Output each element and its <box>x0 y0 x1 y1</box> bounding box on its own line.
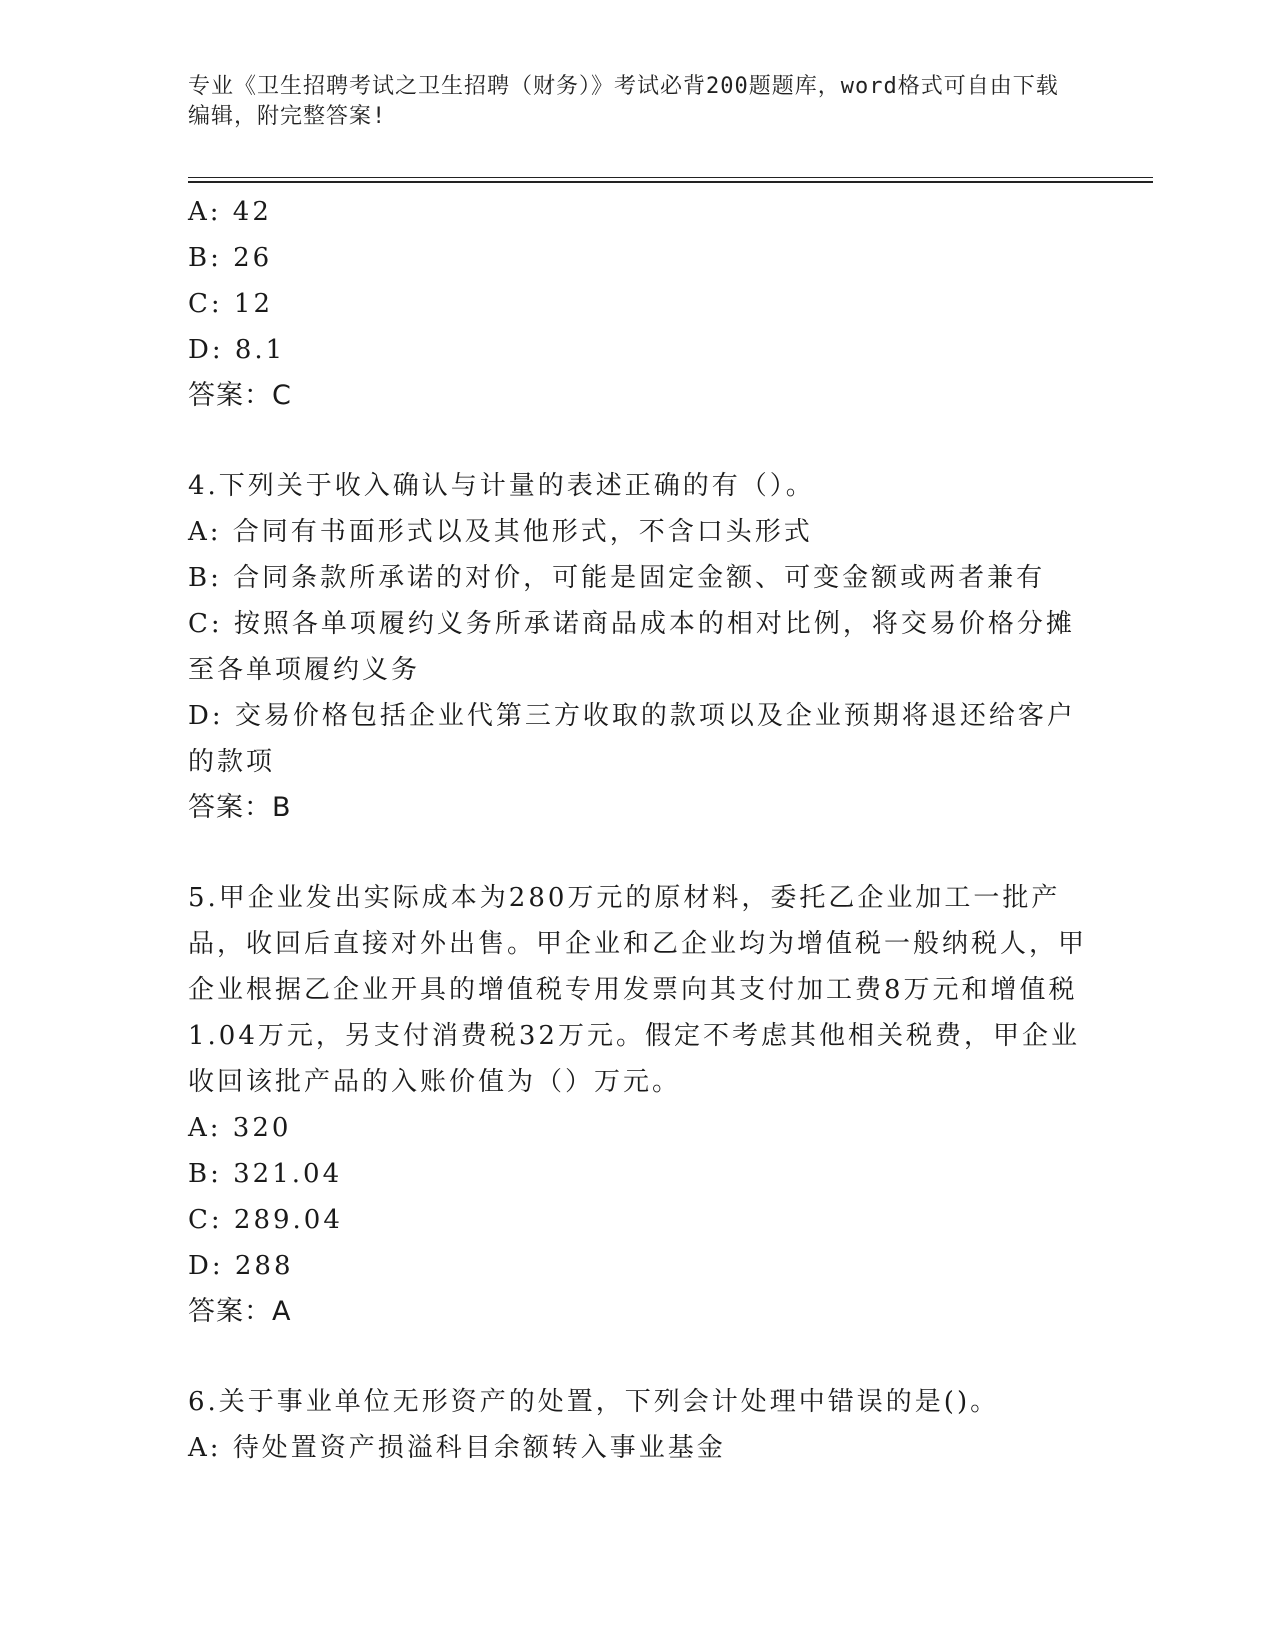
option-a: A: 320 <box>188 1113 292 1143</box>
option-d: D: 288 <box>188 1251 294 1281</box>
option-c: C: 289.04 <box>188 1205 343 1235</box>
answer: 答案：C <box>188 380 292 411</box>
question-3 <box>188 189 1088 419</box>
header-rule-thin <box>188 177 1153 178</box>
spacer <box>188 1335 1088 1379</box>
option-b: B: 321.04 <box>188 1159 343 1189</box>
question-6 <box>188 1379 1088 1471</box>
option-a: A: 待处置资产损溢科目余额转入事业基金 <box>188 1433 726 1463</box>
option-c: C: 按照各单项履约义务所承诺商品成本的相对比例，将交易价格分摊至各单项履约义务 <box>188 609 1075 685</box>
spacer <box>188 831 1088 875</box>
option-b: B: 合同条款所承诺的对价，可能是固定金额、可变金额或两者兼有 <box>188 563 1046 593</box>
document-body <box>188 189 1088 1471</box>
question-5 <box>188 875 1088 1335</box>
option-a: A: 42 <box>188 197 272 227</box>
question-4 <box>188 463 1088 831</box>
question-text: 4.下列关于收入确认与计量的表述正确的有（）。 <box>188 471 815 501</box>
option-c: C: 12 <box>188 289 274 319</box>
question-text: 5.甲企业发出实际成本为280万元的原材料，委托乙企业加工一批产品，收回后直接对外出售。甲企业和乙企业均为增值税一般纳税人，甲企业根据乙企业开具的增值税专用发票向其支付加工费8万元和增值税1.04万元，另支付消费税32万元。假定不考虑其他相关税费，甲企业收回该批产品的入账价值为（）万元。 <box>188 883 1088 1097</box>
option-d: D: 8.1 <box>188 335 286 365</box>
document-header: 专业《卫生招聘考试之卫生招聘（财务）》考试必背200题题库，word格式可自由下载编辑，附完整答案! <box>188 74 1059 129</box>
option-a: A: 合同有书面形式以及其他形式，不含口头形式 <box>188 517 813 547</box>
answer: 答案：B <box>188 792 292 823</box>
spacer <box>188 419 1088 463</box>
question-text: 6.关于事业单位无形资产的处置，下列会计处理中错误的是()。 <box>188 1387 1000 1417</box>
option-d: D: 交易价格包括企业代第三方收取的款项以及企业预期将退还给客户的款项 <box>188 701 1076 777</box>
header-rule-thick <box>188 181 1153 183</box>
answer: 答案：A <box>188 1296 292 1327</box>
option-b: B: 26 <box>188 243 273 273</box>
